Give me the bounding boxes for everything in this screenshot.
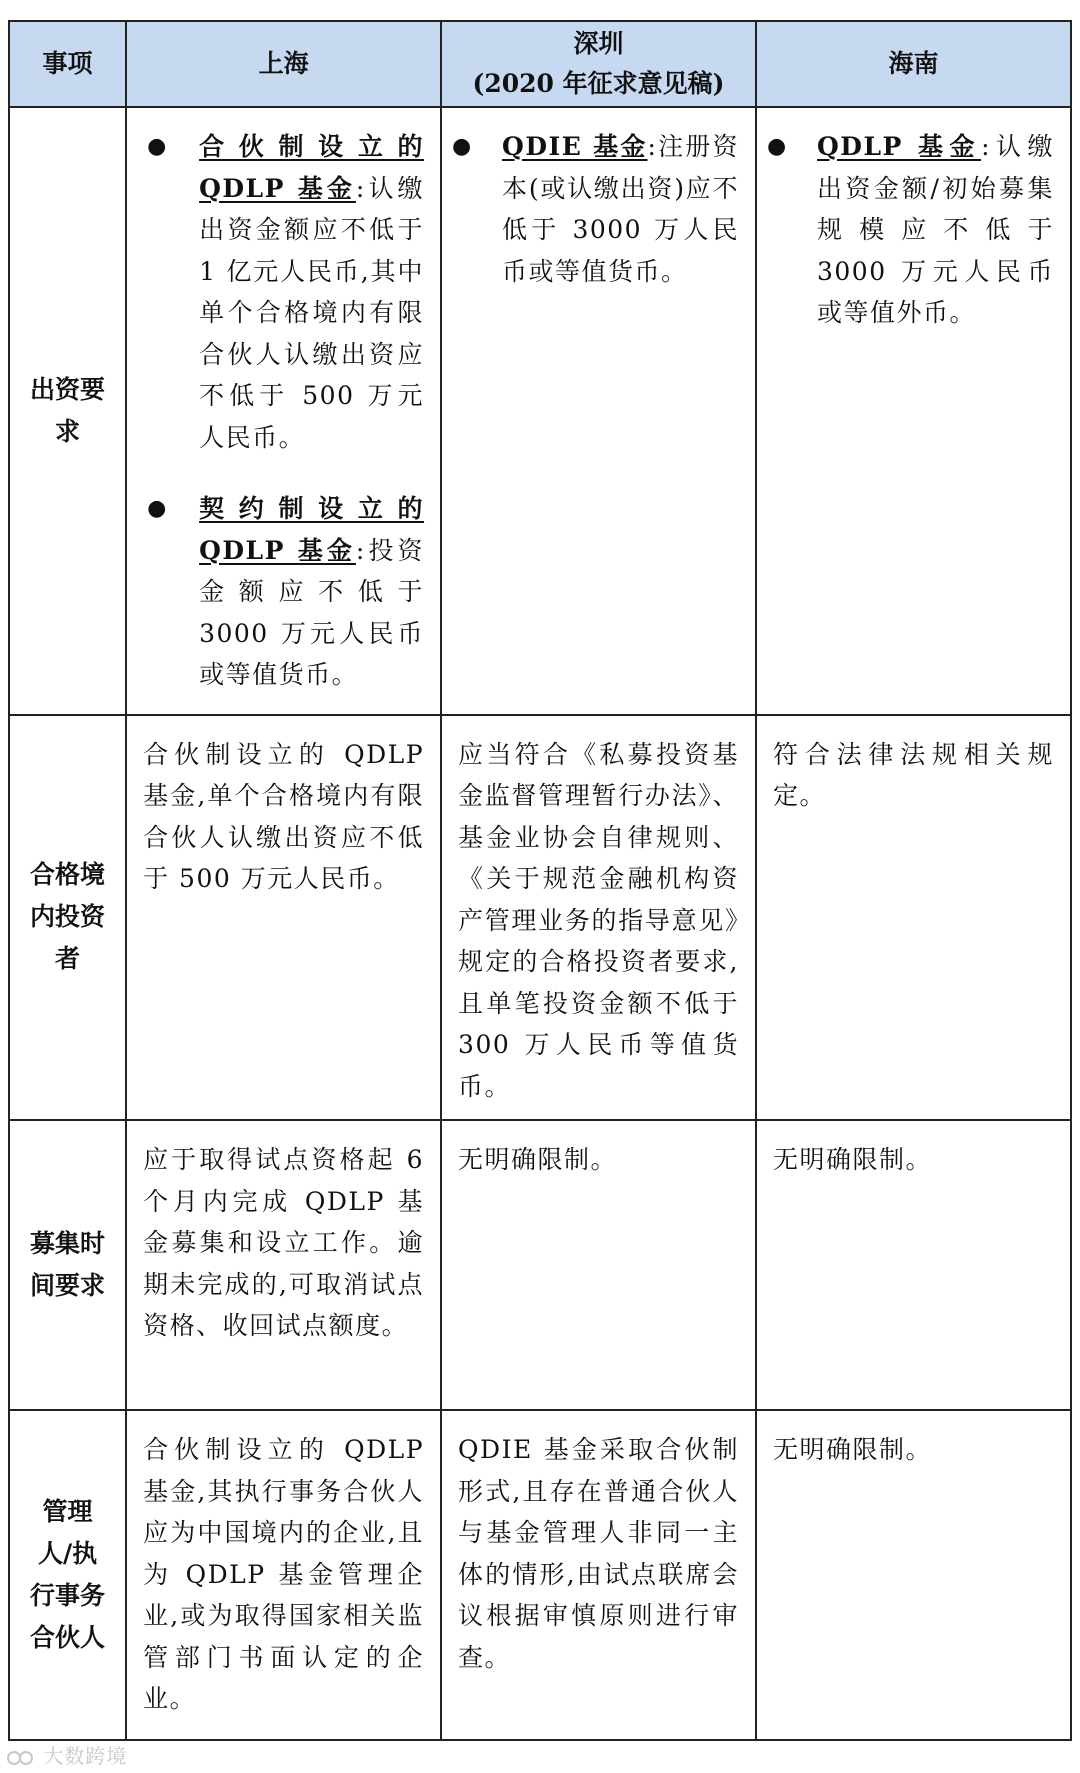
- bullet-title: QDLP 基金: [817, 132, 982, 161]
- row-label-capital: [9, 107, 126, 715]
- bullet-icon: ●: [767, 134, 788, 159]
- bullet-text: :投资金额应不低于 3000 万元人民币或等值货币。: [199, 535, 425, 689]
- cell-shenzhen-fundraising: 无明确限制。: [441, 1120, 756, 1410]
- bullet-title: 契约制设立的 QDLP 基金: [199, 494, 425, 565]
- watermark-text: 大数跨境: [43, 1744, 128, 1768]
- bullet-icon: ●: [147, 496, 168, 521]
- cell-hainan-investor: 符合法律法规相关规定。: [756, 715, 1071, 1121]
- bullet-text: :认缴出资金额应不低于 1 亿元人民币,其中单个合格境内有限合伙人认缴出资应不低于 500 万元人民币。: [199, 173, 425, 452]
- table-row-capital-requirement: [9, 107, 1071, 715]
- table-row-qualified-investor: [9, 715, 1071, 1121]
- cell-shenzhen-investor: 应当符合《私募投资基金监督管理暂行办法》、基金业协会自律规则、《关于规范金融机构资产管理业务的指导意见》规定的合格投资者要求,且单笔投资金额不低于 300 万人民币等值货币。: [441, 715, 756, 1121]
- bullet-list: [143, 126, 424, 696]
- bullet-icon: ●: [452, 134, 473, 159]
- header-shenzhen-title: 深圳: [573, 29, 624, 58]
- cell-hainan-manager: 无明确限制。: [756, 1410, 1071, 1740]
- bullet-icon: ●: [147, 134, 168, 159]
- header-shanghai: 上海: [126, 21, 441, 107]
- cell-shanghai-investor: 合伙制设立的 QDLP 基金,单个合格境内有限合伙人认缴出资应不低于 500 万元人民币。: [126, 715, 441, 1121]
- header-item: 事项: [9, 21, 126, 107]
- table-row-fundraising-time: [9, 1120, 1071, 1410]
- bullet-title: QDIE 基金: [502, 132, 648, 161]
- watermark: [6, 1740, 127, 1769]
- cell-shenzhen-capital: [441, 107, 756, 715]
- comparison-table-container: [8, 20, 1072, 1741]
- list-item: [143, 488, 424, 696]
- bullet-list: [452, 126, 739, 292]
- header-row: [9, 21, 1071, 107]
- header-shenzhen-subtitle: (2020 年征求意见稿): [472, 69, 725, 98]
- row-label-manager: [9, 1410, 126, 1740]
- cell-hainan-fundraising: 无明确限制。: [756, 1120, 1071, 1410]
- cell-shanghai-capital: [126, 107, 441, 715]
- bullet-text: :认缴出资金额/初始募集规模应不低于 3000 万元人民币或等值外币。: [817, 132, 1054, 327]
- row-label-text: 出资要求: [30, 374, 106, 446]
- list-item: [767, 126, 1054, 334]
- cell-hainan-capital: [756, 107, 1071, 715]
- row-label-fundraising: [9, 1120, 126, 1410]
- bullet-list: [767, 126, 1054, 334]
- table-row-manager: [9, 1410, 1071, 1740]
- comparison-table: [8, 20, 1072, 1741]
- header-shenzhen: [441, 21, 756, 107]
- list-item: [452, 126, 739, 292]
- list-item: [143, 126, 424, 458]
- bullet-text: :注册资本(或认缴出资)应不低于 3000 万人民币或等值货币。: [502, 132, 739, 286]
- row-label-text: 合格境内投资者: [30, 860, 106, 974]
- cell-shanghai-fundraising: 应于取得试点资格起 6 个月内完成 QDLP 基金募集和设立工作。逾期未完成的,可取消试点资格、收回试点额度。: [126, 1120, 441, 1410]
- row-label-text: 管理人/执行事务合伙人: [30, 1497, 106, 1652]
- row-label-text: 募集时间要求: [30, 1229, 106, 1300]
- row-label-investor: [9, 715, 126, 1121]
- header-hainan: 海南: [756, 21, 1071, 107]
- bullet-title: 合伙制设立的 QDLP 基金: [199, 132, 425, 203]
- cell-shenzhen-manager: QDIE 基金采取合伙制形式,且存在普通合伙人与基金管理人非同一主体的情形,由试点联席会议根据审慎原则进行审查。: [441, 1410, 756, 1740]
- watermark-logo-icon: [6, 1747, 36, 1769]
- cell-shanghai-manager: 合伙制设立的 QDLP 基金,其执行事务合伙人应为中国境内的企业,且为 QDLP 基金管理企业,或为取得国家相关监管部门书面认定的企业。: [126, 1410, 441, 1740]
